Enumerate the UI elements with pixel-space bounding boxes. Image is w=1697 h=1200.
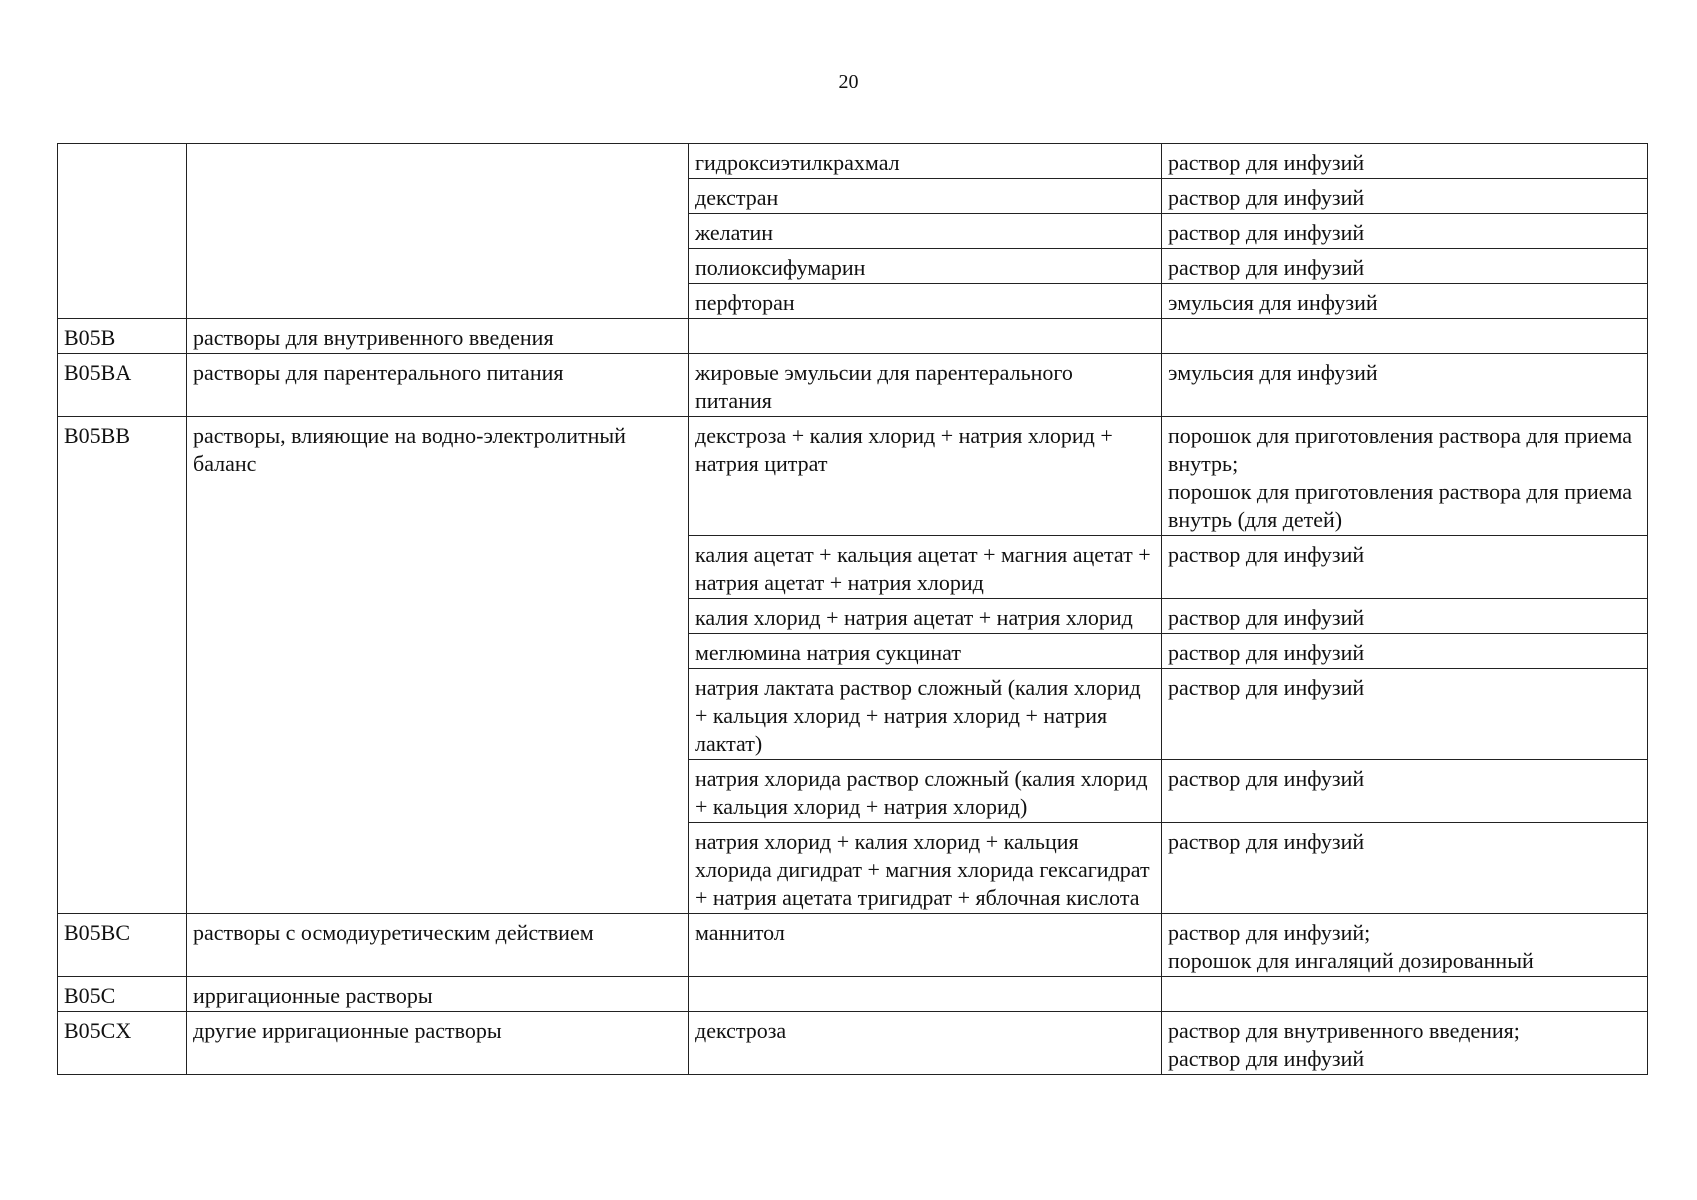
atc-code-cell: B05B: [58, 319, 187, 354]
dosage-form-cell: раствор для инфузий: [1162, 214, 1648, 249]
dosage-form-cell: эмульсия для инфузий: [1162, 354, 1648, 417]
dosage-form-cell: раствор для инфузий: [1162, 599, 1648, 634]
drug-name-cell: жировые эмульсии для парентерального питания: [689, 354, 1162, 417]
drug-name-cell: желатин: [689, 214, 1162, 249]
atc-code-cell: [58, 144, 187, 319]
dosage-form-cell: раствор для инфузий: [1162, 249, 1648, 284]
table-row: [58, 1012, 1648, 1075]
group-name-cell: растворы, влияющие на водно-электролитный баланс: [187, 417, 689, 914]
drug-name-cell: калия ацетат + кальция ацетат + магния ацетат + натрия ацетат + натрия хлорид: [689, 536, 1162, 599]
drug-name-cell: декстран: [689, 179, 1162, 214]
dosage-form-cell: раствор для инфузий: [1162, 536, 1648, 599]
dosage-form-cell: эмульсия для инфузий: [1162, 284, 1648, 319]
drug-name-cell: [689, 319, 1162, 354]
dosage-form-cell: [1162, 977, 1648, 1012]
atc-code-cell: B05BC: [58, 914, 187, 977]
drug-name-cell: натрия хлорид + калия хлорид + кальция хлорида дигидрат + магния хлорида гексагидрат + натрия ацетата тригидрат + яблочная кислота: [689, 823, 1162, 914]
drug-name-cell: декстроза + калия хлорид + натрия хлорид + натрия цитрат: [689, 417, 1162, 536]
table-row: [58, 354, 1648, 417]
drug-name-cell: гидроксиэтилкрахмал: [689, 144, 1162, 179]
dosage-form-cell: раствор для инфузий; порошок для ингаляций дозированный: [1162, 914, 1648, 977]
drug-name-cell: меглюмина натрия сукцинат: [689, 634, 1162, 669]
dosage-form-cell: раствор для инфузий: [1162, 179, 1648, 214]
atc-code-cell: B05BB: [58, 417, 187, 914]
drug-name-cell: перфторан: [689, 284, 1162, 319]
dosage-form-cell: раствор для инфузий: [1162, 634, 1648, 669]
dosage-form-cell: раствор для инфузий: [1162, 144, 1648, 179]
dosage-form-cell: раствор для внутривенного введения; раствор для инфузий: [1162, 1012, 1648, 1075]
table-row: [58, 417, 1648, 536]
drug-name-cell: полиоксифумарин: [689, 249, 1162, 284]
table-row: [58, 977, 1648, 1012]
drug-name-cell: калия хлорид + натрия ацетат + натрия хлорид: [689, 599, 1162, 634]
dosage-form-cell: порошок для приготовления раствора для приема внутрь; порошок для приготовления раствора для приема внутрь (для детей): [1162, 417, 1648, 536]
atc-code-cell: B05C: [58, 977, 187, 1012]
dosage-form-cell: [1162, 319, 1648, 354]
drug-name-cell: натрия хлорида раствор сложный (калия хлорид + кальция хлорид + натрия хлорид): [689, 760, 1162, 823]
atc-code-cell: B05BA: [58, 354, 187, 417]
dosage-form-cell: раствор для инфузий: [1162, 823, 1648, 914]
dosage-form-cell: раствор для инфузий: [1162, 760, 1648, 823]
drug-table: [57, 143, 1648, 1075]
page-number: 20: [838, 71, 859, 93]
table-row: [58, 914, 1648, 977]
group-name-cell: растворы для парентерального питания: [187, 354, 689, 417]
dosage-form-cell: раствор для инфузий: [1162, 669, 1648, 760]
table-row: [58, 144, 1648, 179]
group-name-cell: растворы для внутривенного введения: [187, 319, 689, 354]
drug-name-cell: натрия лактата раствор сложный (калия хлорид + кальция хлорид + натрия хлорид + натрия лактат): [689, 669, 1162, 760]
atc-code-cell: B05CX: [58, 1012, 187, 1075]
group-name-cell: другие ирригационные растворы: [187, 1012, 689, 1075]
group-name-cell: растворы с осмодиуретическим действием: [187, 914, 689, 977]
group-name-cell: ирригационные растворы: [187, 977, 689, 1012]
group-name-cell: [187, 144, 689, 319]
drug-name-cell: [689, 977, 1162, 1012]
drug-name-cell: декстроза: [689, 1012, 1162, 1075]
table-row: [58, 319, 1648, 354]
drug-name-cell: маннитол: [689, 914, 1162, 977]
